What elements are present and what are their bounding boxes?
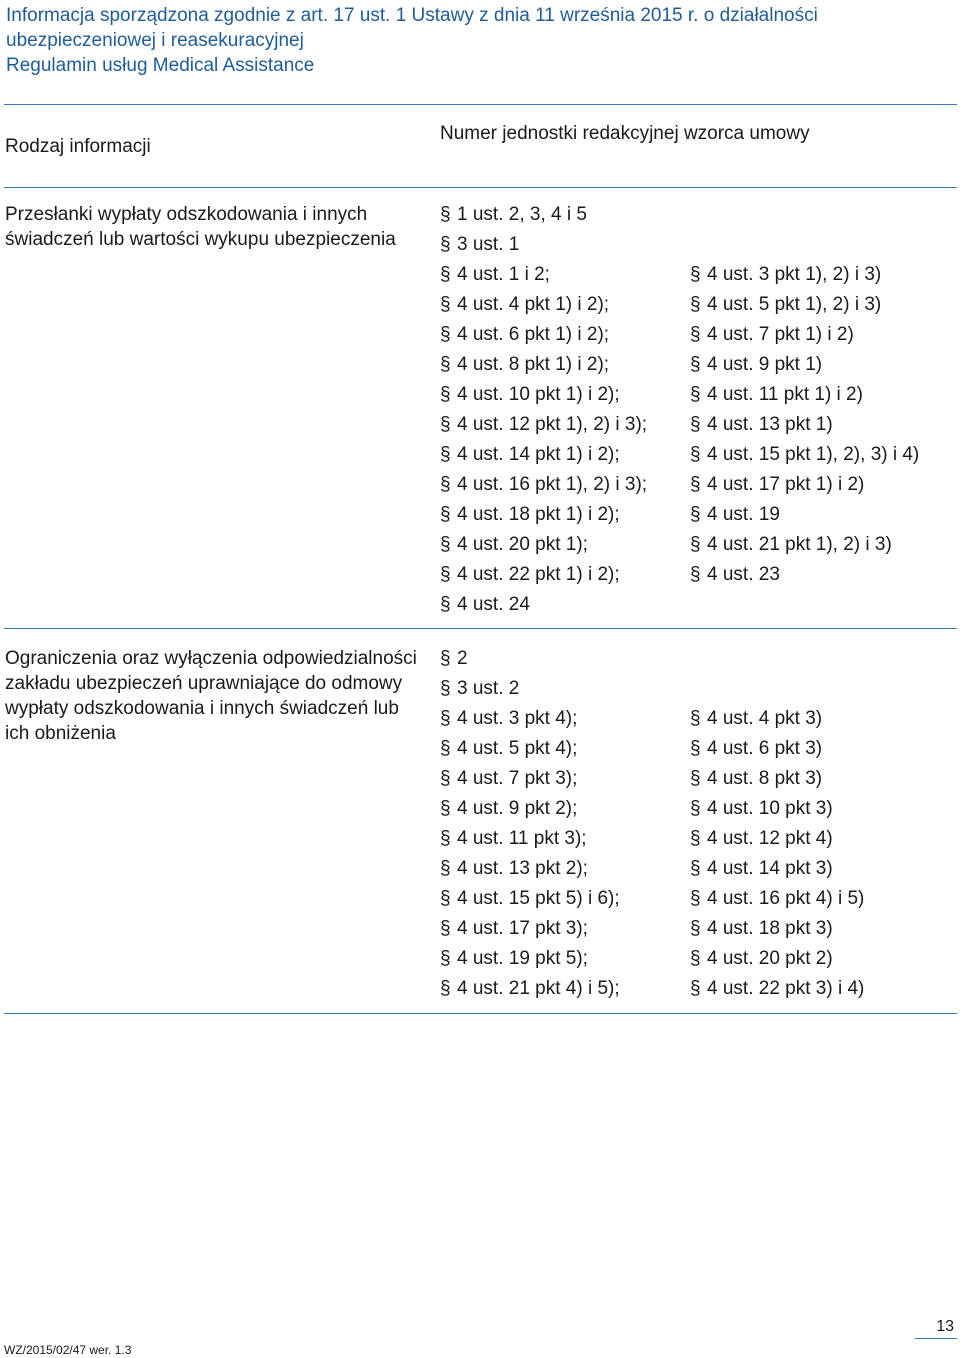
section-symbol: § [440,858,451,879]
reference-item [440,794,620,824]
reference-text: 4 ust. 6 pkt 3) [707,738,823,759]
reference-item [440,410,647,440]
reference-text: 4 ust. 22 pkt 3) i 4) [707,978,865,999]
reference-item [440,230,647,260]
reference-item [440,440,647,470]
reference-text: 4 ust. 19 pkt 5); [457,948,588,969]
header-divider [4,104,957,105]
section-symbol: § [440,648,451,669]
reference-item [440,764,620,794]
section-symbol: § [440,678,451,699]
reference-text: 4 ust. 4 pkt 3) [707,708,823,729]
section-symbol: § [440,204,451,225]
section-symbol: § [690,504,701,525]
section-symbol: § [690,294,701,315]
row-1-references-left [440,200,647,620]
reference-text: 2 [457,648,468,669]
section-symbol: § [690,384,701,405]
reference-text: 3 ust. 1 [457,234,520,255]
reference-item [440,200,647,230]
section-symbol: § [690,918,701,939]
page-number-underline [915,1338,957,1339]
reference-item [440,530,647,560]
reference-text: 4 ust. 3 pkt 4); [457,708,578,729]
reference-item [440,914,620,944]
document-title: Informacja sporządzona zgodnie z art. 17 ust. 1 Ustawy z dnia 11 września 2015 r. o działalności ubezpieczeniowej i reasekuracyjnej [6,5,818,51]
reference-item [440,350,647,380]
reference-text: 4 ust. 16 pkt 4) i 5) [707,888,865,909]
reference-item [690,944,864,974]
section-symbol: § [440,594,451,615]
section-symbol: § [690,534,701,555]
reference-text: 4 ust. 13 pkt 1) [707,414,833,435]
reference-item [690,794,864,824]
section-symbol: § [690,414,701,435]
reference-item [440,590,647,620]
row-2-references-right [690,704,864,1004]
section-symbol: § [690,264,701,285]
section-symbol: § [440,918,451,939]
reference-item [690,290,919,320]
reference-text: 4 ust. 7 pkt 3); [457,768,578,789]
section-symbol: § [690,354,701,375]
section-symbol: § [440,768,451,789]
section-symbol: § [690,444,701,465]
section-symbol: § [690,474,701,495]
reference-text: 4 ust. 19 [707,504,780,525]
section-symbol: § [440,324,451,345]
section-symbol: § [690,948,701,969]
reference-text: 4 ust. 24 [457,594,530,615]
section-symbol: § [440,534,451,555]
reference-text: 4 ust. 11 pkt 3); [457,828,587,849]
row-2-references-left [440,644,620,1004]
section-symbol: § [440,444,451,465]
reference-item [690,500,919,530]
reference-text: 4 ust. 20 pkt 1); [457,534,588,555]
reference-item [440,674,620,704]
reference-item [440,854,620,884]
section-symbol: § [440,504,451,525]
section-symbol: § [690,564,701,585]
reference-item [690,320,919,350]
section-symbol: § [690,978,701,999]
reference-item [690,854,864,884]
section-symbol: § [440,264,451,285]
reference-item [690,914,864,944]
reference-item [440,470,647,500]
reference-text: 4 ust. 9 pkt 2); [457,798,578,819]
reference-text: 4 ust. 22 pkt 1) i 2); [457,564,620,585]
reference-text: 4 ust. 6 pkt 1) i 2); [457,324,610,345]
reference-text: 4 ust. 14 pkt 1) i 2); [457,444,620,465]
reference-item [440,974,620,1004]
document-subtitle: Regulamin usług Medical Assistance [6,55,315,76]
section-symbol: § [440,948,451,969]
reference-item [440,884,620,914]
reference-text: 4 ust. 3 pkt 1), 2) i 3) [707,264,882,285]
reference-item [690,260,919,290]
reference-item [690,410,919,440]
reference-text: 4 ust. 18 pkt 1) i 2); [457,504,620,525]
section-symbol: § [440,564,451,585]
section-symbol: § [440,828,451,849]
reference-item [440,500,647,530]
section-symbol: § [690,798,701,819]
reference-text: 4 ust. 21 pkt 1), 2) i 3) [707,534,892,555]
section-symbol: § [690,858,701,879]
reference-text: 4 ust. 15 pkt 5) i 6); [457,888,620,909]
row-label-payout-conditions: Przesłanki wypłaty odszkodowania i innych świadczeń lub wartości wykupu ubezpieczenia [5,204,396,250]
reference-item [440,380,647,410]
reference-item [690,824,864,854]
reference-item [690,884,864,914]
section-symbol: § [440,888,451,909]
section-symbol: § [690,708,701,729]
reference-text: 4 ust. 1 i 2; [457,264,550,285]
section-symbol: § [440,414,451,435]
section-symbol: § [440,978,451,999]
reference-text: 4 ust. 5 pkt 4); [457,738,578,759]
reference-text: 4 ust. 8 pkt 1) i 2); [457,354,610,375]
reference-item [440,320,647,350]
row-1-references-right [690,260,919,590]
reference-text: 4 ust. 7 pkt 1) i 2) [707,324,854,345]
reference-item [690,560,919,590]
reference-text: 3 ust. 2 [457,678,520,699]
reference-item [690,764,864,794]
reference-text: 4 ust. 10 pkt 3) [707,798,833,819]
reference-item [440,734,620,764]
reference-text: 1 ust. 2, 3, 4 i 5 [457,204,587,225]
reference-text: 4 ust. 16 pkt 1), 2) i 3); [457,474,648,495]
section-symbol: § [690,738,701,759]
column-header-unit-number: Numer jednostki redakcyjnej wzorca umowy [440,123,810,144]
section-symbol: § [440,708,451,729]
document-code: WZ/2015/02/47 wer. 1.3 [4,1343,132,1357]
reference-text: 4 ust. 12 pkt 1), 2) i 3); [457,414,648,435]
table-bottom-divider [4,1013,957,1014]
reference-text: 4 ust. 9 pkt 1) [707,354,823,375]
section-symbol: § [440,384,451,405]
reference-text: 4 ust. 14 pkt 3) [707,858,833,879]
reference-text: 4 ust. 4 pkt 1) i 2); [457,294,610,315]
reference-text: 4 ust. 5 pkt 1), 2) i 3) [707,294,882,315]
section-symbol: § [440,798,451,819]
section-symbol: § [440,234,451,255]
section-symbol: § [440,738,451,759]
reference-text: 4 ust. 23 [707,564,780,585]
reference-item [690,974,864,1004]
reference-text: 4 ust. 17 pkt 1) i 2) [707,474,865,495]
reference-text: 4 ust. 13 pkt 2); [457,858,588,879]
section-symbol: § [440,474,451,495]
row-label-limitations-exclusions: Ograniczenia oraz wyłączenia odpowiedzialności zakładu ubezpieczeń uprawniające do odmowy wypłaty odszkodowania i innych świadczeń lub ich obniżenia [5,648,417,744]
table-header-divider [4,187,957,188]
reference-item [690,734,864,764]
reference-text: 4 ust. 17 pkt 3); [457,918,588,939]
reference-text: 4 ust. 15 pkt 1), 2), 3) i 4) [707,444,920,465]
reference-item [690,380,919,410]
section-symbol: § [690,828,701,849]
reference-item [440,944,620,974]
section-symbol: § [440,354,451,375]
reference-text: 4 ust. 18 pkt 3) [707,918,833,939]
reference-item [440,704,620,734]
reference-text: 4 ust. 12 pkt 4) [707,828,833,849]
reference-item [440,560,647,590]
section-symbol: § [690,324,701,345]
reference-item [440,290,647,320]
column-header-type: Rodzaj informacji [5,136,151,157]
reference-item [690,530,919,560]
reference-item [690,704,864,734]
reference-text: 4 ust. 11 pkt 1) i 2) [707,384,863,405]
reference-text: 4 ust. 8 pkt 3) [707,768,823,789]
section-symbol: § [690,888,701,909]
page-number: 13 [936,1318,954,1335]
reference-text: 4 ust. 21 pkt 4) i 5); [457,978,620,999]
reference-text: 4 ust. 10 pkt 1) i 2); [457,384,620,405]
row-divider [4,628,957,629]
reference-item [690,470,919,500]
reference-item [690,440,919,470]
reference-item [440,260,647,290]
section-symbol: § [440,294,451,315]
reference-item [690,350,919,380]
reference-item [440,644,620,674]
reference-item [440,824,620,854]
reference-text: 4 ust. 20 pkt 2) [707,948,833,969]
section-symbol: § [690,768,701,789]
